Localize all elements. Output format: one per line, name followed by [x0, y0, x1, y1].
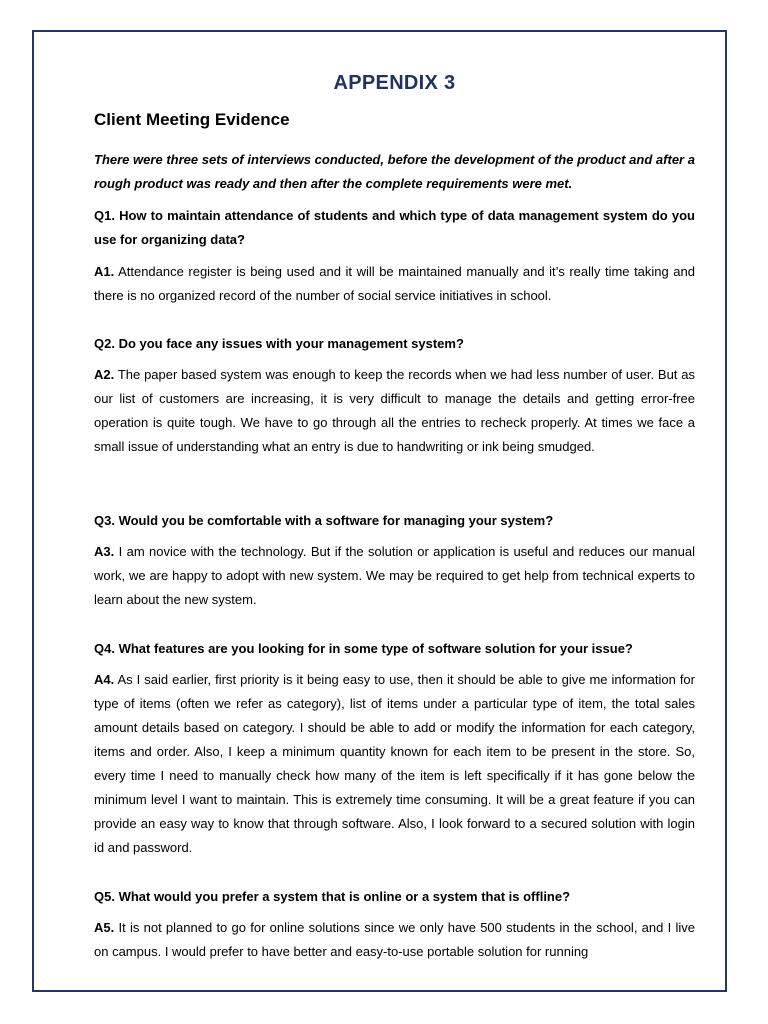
- answer-1: [94, 260, 695, 308]
- answer-5-text: It is not planned to go for online solutions since we only have 500 students in the school, and I live on campus. I would prefer to have better and easy-to-use portable solution for running: [94, 920, 695, 959]
- question-2: Q2. Do you face any issues with your management system?: [94, 336, 464, 351]
- answer-1-label: A1.: [94, 264, 115, 279]
- answer-5: [94, 916, 695, 964]
- answer-3-text: I am novice with the technology. But if the solution or application is useful and reduces our manual work, we are happy to adopt with new system. We may be required to get help from technical experts to learn about the new system.: [94, 544, 695, 607]
- answer-4: [94, 668, 695, 860]
- appendix-title: APPENDIX 3: [333, 72, 456, 94]
- answer-4-text: As I said earlier, first priority is it being easy to use, then it should be able to give me information for type of items (often we refer as category), list of items under a particular type of item, the total sales amount details based on category. I should be able to add or modify the information for each category, items and order. Also, I keep a minimum quantity known for each item to be present in the store. So, every time I need to manually check how many of the item is left specifically if it has gone below the minimum level I want to maintain. This is extremely time consuming. It will be a great feature if you can provide an easy way to know that through software. Also, I look forward to a secured solution with login id and password.: [94, 672, 695, 855]
- answer-2-text: The paper based system was enough to keep the records when we had less number of user. But as our list of customers are increasing, it is very difficult to manage the details and getting error-free operation is quite tough. We have to go through all the entries to recheck properly. At times we face a small issue of understanding what an entry is due to handwriting or ink being smudged.: [94, 367, 695, 454]
- answer-3: [94, 540, 695, 612]
- section-subtitle: Client Meeting Evidence: [94, 110, 290, 129]
- answer-1-text: Attendance register is being used and it will be maintained manually and it’s really time taking and there is no organized record of the number of social service initiatives in school.: [94, 264, 695, 303]
- page-border: [32, 30, 727, 992]
- question-3: Q3. Would you be comfortable with a software for managing your system?: [94, 513, 554, 528]
- answer-5-label: A5.: [94, 920, 115, 935]
- question-4: Q4. What features are you looking for in some type of software solution for your issue?: [94, 641, 633, 656]
- answer-3-label: A3.: [94, 544, 115, 559]
- question-1: Q1. How to maintain attendance of students and which type of data management system do you use for organizing data?: [94, 208, 695, 247]
- intro-paragraph: There were three sets of interviews conducted, before the development of the product and after a rough product was ready and then after the complete requirements were met.: [94, 152, 695, 191]
- question-5: Q5. What would you prefer a system that is online or a system that is offline?: [94, 889, 571, 904]
- answer-4-label: A4.: [94, 672, 115, 687]
- answer-2: [94, 363, 695, 459]
- answer-2-label: A2.: [94, 367, 115, 382]
